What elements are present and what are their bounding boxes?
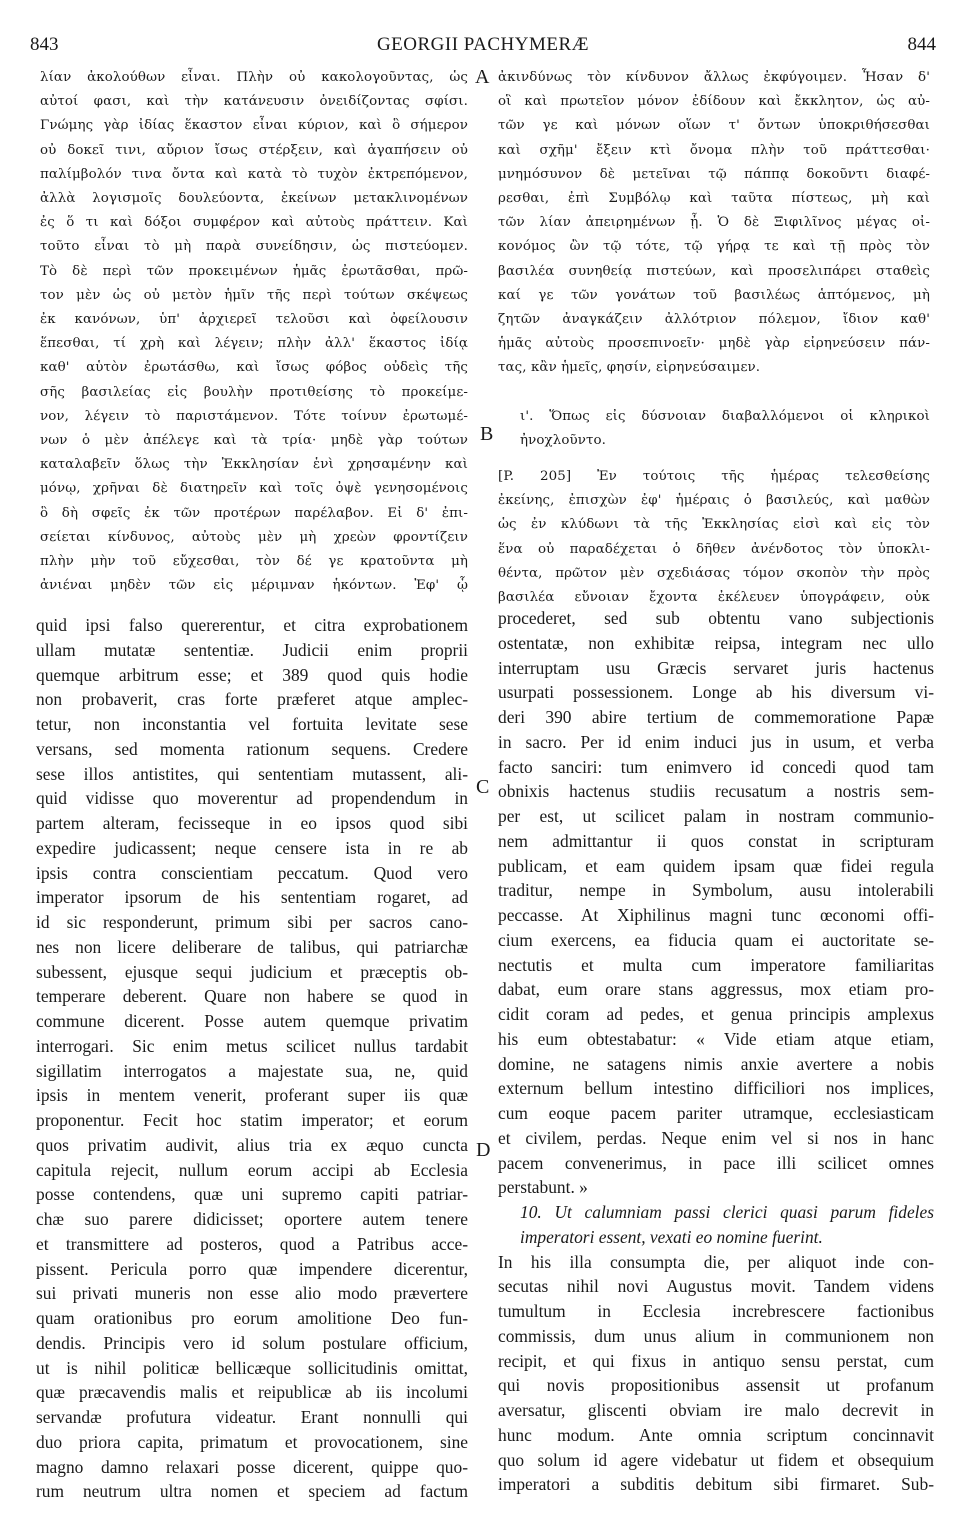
text-line: imperatori a subditis debitum sibi firmaret. Sub- <box>498 1474 934 1495</box>
text-line: imperator ipsorum de his sententiam rogaret, ad <box>36 887 468 908</box>
text-line: nem admittantur ii quos constat in scripturam <box>498 830 934 851</box>
text-line: τας, κἂν ἡμεῖς, φησίν, εἰρηνεύσαιμεν. <box>498 360 761 376</box>
text-line: καθ' αὑτὸν ἐρωτάσθω, καὶ ἴσως φόβος οὐδεὶς τῆς <box>40 360 468 376</box>
text-line: ὡς ἐν κλύδωνι τὰ τῆς Ἐκκλησίας εἰσὶ καὶ εἰς τὸν <box>498 517 930 533</box>
text-line: quo solum id agere videbatur ut fidem et obsequium <box>498 1449 934 1470</box>
text-line: obnixis hactenus studiis recusatum a nostris sem- <box>498 781 934 802</box>
text-line: tumultum in Ecclesia increbrescere factionibus <box>498 1301 934 1321</box>
text-line: ὃ δὴ σφεῖς ἐκ τῶν προτέρων παρέλαβον. Εἰ δ' ἐπι- <box>40 505 468 521</box>
text-line: publicam, et eam quidem ipsam quæ fidei regula <box>498 855 934 876</box>
text-line: per est, ut scilicet palam in nostram communio- <box>498 806 934 826</box>
text-line: ζητῶν ἀναγκάζειν ἀλλότριον πόλεμον, ἴδιον καθ' <box>498 312 930 328</box>
text-line: καὶ σχῆμ' ἔξειν κτὶ ὄνομα πλὴν τοῦ πράττεσθαι· <box>498 142 930 158</box>
text-line: his eum obtestabatur: « Vide etiam atque etiam, <box>498 1028 934 1049</box>
text-line: cidit coram ad pedes, et genua principis amplexus <box>498 1004 934 1024</box>
text-line: partem alteram, fecisseque in eo ipsos quod sibi <box>36 813 468 833</box>
text-line: tetur, non inconstantia vel fortuita levitate sese <box>36 714 468 734</box>
text-line: qui novis propositionibus assensit ut profanum <box>498 1375 934 1396</box>
text-line: interruptam usu Græcis servaret juris hactenus <box>498 657 934 678</box>
text-line: aversatur, gliscenti obviam ire malo decrevit in <box>498 1400 934 1420</box>
greek-right-paragraph-1 <box>498 66 930 381</box>
text-line: ἀλλὰ λογισμοῖς δουλεύοντα, ἐκείνων μετακλινομένων <box>40 191 468 207</box>
text-line: quos privatim audivit, alius tria ex æquo cuncta <box>36 1134 468 1155</box>
text-line: quam orationibus pro eorum amolitione Deo fun- <box>36 1308 468 1328</box>
text-line: usurpati possessionem. Longe ab his diversum vi- <box>498 682 934 703</box>
text-line: οὐ δοκεῖ τινι, αὔριον ἴσως στέρξειν, καὶ ἀγαπήσειν οὐ <box>40 142 468 158</box>
text-line: ἀνιέναι μηδὲν τῶν εἰς μέριμναν ἡκόντων. Ἐφ' ᾧ <box>40 578 468 594</box>
margin-letter-d: D <box>476 1139 491 1161</box>
spacer <box>498 381 930 405</box>
greek-column-right <box>498 66 930 610</box>
text-line: servandæ profutura videatur. Erant nonnulli qui <box>36 1407 468 1427</box>
greek-section-heading <box>498 405 930 453</box>
text-line: βασιλέα συνηθείᾳ πιστεύων, καὶ προσελιπάρει σταθεὶς <box>498 263 930 279</box>
text-line: dendis. Principis vero id solum postulare officium, <box>36 1332 468 1353</box>
latin-right-paragraph-1 <box>498 606 934 1200</box>
text-line: imperatori essent, vexati eo nomine fuerint. <box>520 1226 823 1247</box>
text-line: cium exercens, ea fiducia quam ei auctoritate se- <box>498 929 934 950</box>
margin-letter-c: C <box>476 776 490 798</box>
text-line: quemque arbitrum esse; et 389 quod quis hodie <box>36 664 468 685</box>
text-line: ut is nihil politicæ bellicæque sollicitudinis omittat, <box>36 1357 468 1378</box>
spacer <box>498 453 930 465</box>
text-line: ἐκείνης, ἐπισχὼν ἐφ' ἡμέραις ὁ βασιλεύς, καὶ μαθὼν <box>498 493 930 509</box>
right-page-number: 844 <box>907 34 936 55</box>
text-line: dabat, eum orare stans aggressus, mox etiam pro- <box>498 979 934 1000</box>
text-line: hunc modum. Ante omnia scriptum concinnavit <box>498 1424 934 1445</box>
text-line: 10. Ut calumniam passi clerici quasi parum fideles <box>520 1202 934 1222</box>
text-line: in sacro. Per id enim induci jus in usum, et verba <box>498 731 934 752</box>
text-line: καί γε τῶν γονάτων τοῦ βασιλέως ἁπτόμενος, μὴ <box>498 287 930 303</box>
text-line: ullam mutatæ sententiæ. Judicii enim proprii <box>36 639 468 660</box>
left-page-number: 843 <box>30 34 59 55</box>
text-line: μόνῳ, χρῆναι δὲ διατηρεῖν καὶ τοῖς ὀψὲ γενησομένοις <box>40 481 468 497</box>
text-line: secutas nihil novi Augustus movit. Tandem videns <box>498 1276 934 1297</box>
text-line: Τὸ δὲ περὶ τῶν προκειμένων ἡμᾶς ἐρωτᾶσθαι, πρῶ- <box>40 263 468 279</box>
latin-column-right <box>498 606 934 1497</box>
text-line: sese illos antistites, qui sententiam mutassent, ali- <box>36 763 468 784</box>
running-title: GEORGII PACHYMERÆ <box>376 34 590 55</box>
text-line: commune dicerent. Posse autem quemque privatim <box>36 1011 468 1031</box>
text-line: deri 390 abire tertium de commemoratione Papæ <box>498 707 934 727</box>
text-line: τῶν λίαν ἀπειρημένων ᾖ. Ὁ δὲ Ξιφιλῖνος μέγας οἰ- <box>498 215 930 231</box>
text-line: expedire judicassent; neque censere ista in re ab <box>36 837 468 858</box>
margin-letter-b: B <box>480 423 494 445</box>
latin-section-heading <box>498 1200 934 1250</box>
text-line: magno damno relaxari posse dicerent, quippe quo- <box>36 1456 468 1477</box>
text-line: In his illa consumpta die, per aliquot inde con- <box>498 1251 934 1272</box>
text-line: interrogari. Sic enim metus scilicet nullus tardabit <box>36 1035 468 1056</box>
text-line: σῆς βασιλείας εἰς βουλὴν προτιθείσης τὸ προκείμε- <box>40 384 468 400</box>
text-line: ἠνοχλοῦντο. <box>520 432 606 448</box>
text-line: temperare deberent. Quare non habere se quod in <box>36 986 468 1007</box>
text-line: μνημόσυνον δὲ μετεῖναι τῷ πάππᾳ δοκοῦντι διαφέ- <box>498 166 930 182</box>
text-line: ἀκινδύνως τὸν κίνδυνον ἄλλως ἐκφύγοιμεν. Ἦσαν δ' <box>498 70 930 85</box>
text-line: λίαν ἀκολούθων εἶναι. Πλὴν οὐ κακολογοῦντας, ὡς <box>40 70 468 85</box>
text-line: quid vidisse quo moverentur ad propendendum in <box>36 788 468 809</box>
text-line: τοῦτο εἶναι τὸ μὴ παρὰ συνείδησιν, ὡς πιστεύομεν. <box>40 239 468 255</box>
text-line: [P. 205] Ἐν τούτοις τῆς ἡμέρας τελεσθείσης <box>498 469 930 485</box>
text-line: traditur, nempe in Symbolum, ausu intolerabili <box>498 880 934 901</box>
text-line: posse contendens, quæ uni supremo capiti patriar- <box>36 1184 468 1205</box>
text-line: pissent. Pericula porro quæ impendere dicerentur, <box>36 1258 468 1279</box>
text-line: sigillatim interrogatos a majestate sua, ne, quid <box>36 1060 468 1081</box>
text-line: ipsis contra conscientiam peccatum. Quod vero <box>36 862 468 883</box>
text-line: ρεσθαι, ἐπὶ Συμβόλῳ καὶ ταῦτα πίστεως, μὴ καὶ <box>498 191 930 207</box>
text-line: versans, sed momenta rationum sequens. Credere <box>36 738 468 759</box>
text-line: ἕπεσθαι, τί χρὴ καὶ λέγειν; πλὴν ἀλλ' ἕκαστος ἰδίᾳ <box>40 336 468 352</box>
text-line: capitula rejecit, nullum eorum accipi ab Ecclesia <box>36 1159 468 1180</box>
text-line: οἳ καὶ πρωτεῖον μόνον ἐδίδουν καὶ ἔκκλητον, ὡς αὐ- <box>498 94 930 110</box>
text-line: βασιλέα εὔνοιαν ἔχοντα ἐκέλευεν ὑπογράφειν, οὐκ <box>498 590 930 606</box>
text-line: sui privati muneris non esse alio modo prævertere <box>36 1283 468 1304</box>
text-line: facto sanciri: tum enimvero id concedi quod tam <box>498 756 934 777</box>
text-line: αὐτοί φασι, καὶ τὴν κατάνευσιν ὀνειδίζοντας σφίσι. <box>40 94 468 110</box>
text-line: chæ suo parere didicisset; oportere autem tenere <box>36 1209 468 1229</box>
text-line: παλίμβολόν τινα ὄντα καὶ κατὰ τὸ τυχὸν ἐκτρεπόμενον, <box>40 166 468 182</box>
text-line: τῶν γε καὶ μόνων οἵων τ' ὄντων ὑποκριθήσεσθαι <box>498 118 930 134</box>
latin-right-paragraph-2 <box>498 1250 934 1498</box>
text-line: ἡμᾶς αὐτοὺς προσεπινοεῖν· μηδὲ γὰρ εἰρηνεύσειν πάν- <box>498 336 930 352</box>
text-line: non probaverit, cras forte præferet atque amplec- <box>36 689 468 710</box>
text-line: ipsis in mentem venerit, proferant super iis quæ <box>36 1085 468 1106</box>
text-line: pacem convenerimus, in pace illi scilicet omnes <box>498 1152 934 1173</box>
text-line: πλὴν μὴν τοῦ εὔχεσθαι, τὸν δέ γε κρατοῦντα μὴ <box>40 554 468 570</box>
greek-column-left <box>40 66 468 598</box>
text-line: ἕνα οὐ παραδέχεται ὁ δῆθεν ἀνένδοτος τὸν ὑποκλι- <box>498 541 930 557</box>
text-line: et civilem, perdas. Neque enim vel si nos in hanc <box>498 1127 934 1148</box>
text-line: quid ipsi falso quererentur, et citra exprobationem <box>36 615 468 635</box>
text-line: procederet, sed sub obtentu vano subjectionis <box>498 608 934 628</box>
text-line: νον, λέγειν τὸ παριστάμενον. Τότε τοίνυν ἐρωτωμέ- <box>40 408 468 424</box>
text-line: peccasse. At Xiphilinus magni tunc œconomi offi- <box>498 905 934 925</box>
text-line: Γνώμης γὰρ ἰδίας ἕκαστον εἶναι κύριον, καὶ ὃ σήμερον <box>40 118 468 134</box>
text-line: duo priora capita, primatum et provocationem, sine <box>36 1431 468 1452</box>
text-line: σείεται κίνδυνος, αὐτοὺς μὲν μὴ χρεὼν φροντίζειν <box>40 529 468 545</box>
text-line: quæ præcavendis malis et reipublicæ ab iis incolumi <box>36 1382 468 1403</box>
text-line: id sic responderunt, primum sibi per sacros cano- <box>36 912 468 932</box>
text-line: κονόμος ὢν τῷ τότε, τῷ γήρᾳ τε καὶ τῇ πρὸς τὸν <box>498 239 930 255</box>
text-line: ἐς ὅ τι καὶ δόξοι συμφέρον καὶ αὐτοὺς πράττειν. Καὶ <box>40 215 468 231</box>
text-line: perstabunt. » <box>498 1177 588 1198</box>
text-line: nes non licere deliberare de talibus, qui patriarchæ <box>36 936 468 957</box>
text-line: et transmittere ad posteros, quod a Patribus acce- <box>36 1233 468 1254</box>
text-line: rum neutrum ultra nomen et speciem ad factum <box>36 1481 468 1502</box>
latin-column-left <box>36 613 468 1504</box>
text-line: νων ὁ μὲν ἀπέλεγε καὶ τὰ τρία· μηδὲ γὰρ τούτων <box>40 433 468 449</box>
text-line: nectutis et multa cum imperatore familiaritas <box>498 954 934 975</box>
text-line: ἐκ κανόνων, ὑπ' ἀρχιερεῖ τελοῦσι καὶ ὀφείλουσιν <box>40 312 468 328</box>
text-line: commissis, dum unus alium in communionem non <box>498 1325 934 1346</box>
text-line: subessent, ejusque sequi judicium et præceptis ob- <box>36 961 468 982</box>
margin-letter-a: A <box>475 66 490 88</box>
text-line: ι'. Ὅπως εἰς δύσνοιαν διαβαλλόμενοι οἱ κληρικοὶ <box>520 408 930 424</box>
text-line: τον μὲν ὡς οὐ μετὸν ἡμῖν τῆς περὶ τούτων σκέψεως <box>40 287 468 303</box>
text-line: recipit, et qui fixus in antiquo sensu perstat, cum <box>498 1350 934 1371</box>
text-line: proponentur. Fecit hoc statim imperator; et eorum <box>36 1110 468 1130</box>
text-line: domine, ne satagens nimis anxie avertere a nobis <box>498 1053 934 1074</box>
text-line: externum bellum intestino difficiliori nos implices, <box>498 1078 934 1099</box>
greek-right-paragraph-2 <box>498 465 930 610</box>
text-line: καταλαβεῖν ὅλως τὴν Ἐκκλησίαν ἑνὶ χρησαμένην καὶ <box>40 457 468 473</box>
text-line: θέντα, πρῶτον μὲν σχεδιάσας τόμον σκοπὸν τὴν πρὸς <box>498 565 930 581</box>
text-line: cum eoque pacem pariter utramque, ecclesiasticam <box>498 1103 934 1123</box>
text-line: ostentatæ, non exhibitæ reipsa, integram nec ullo <box>498 632 934 653</box>
